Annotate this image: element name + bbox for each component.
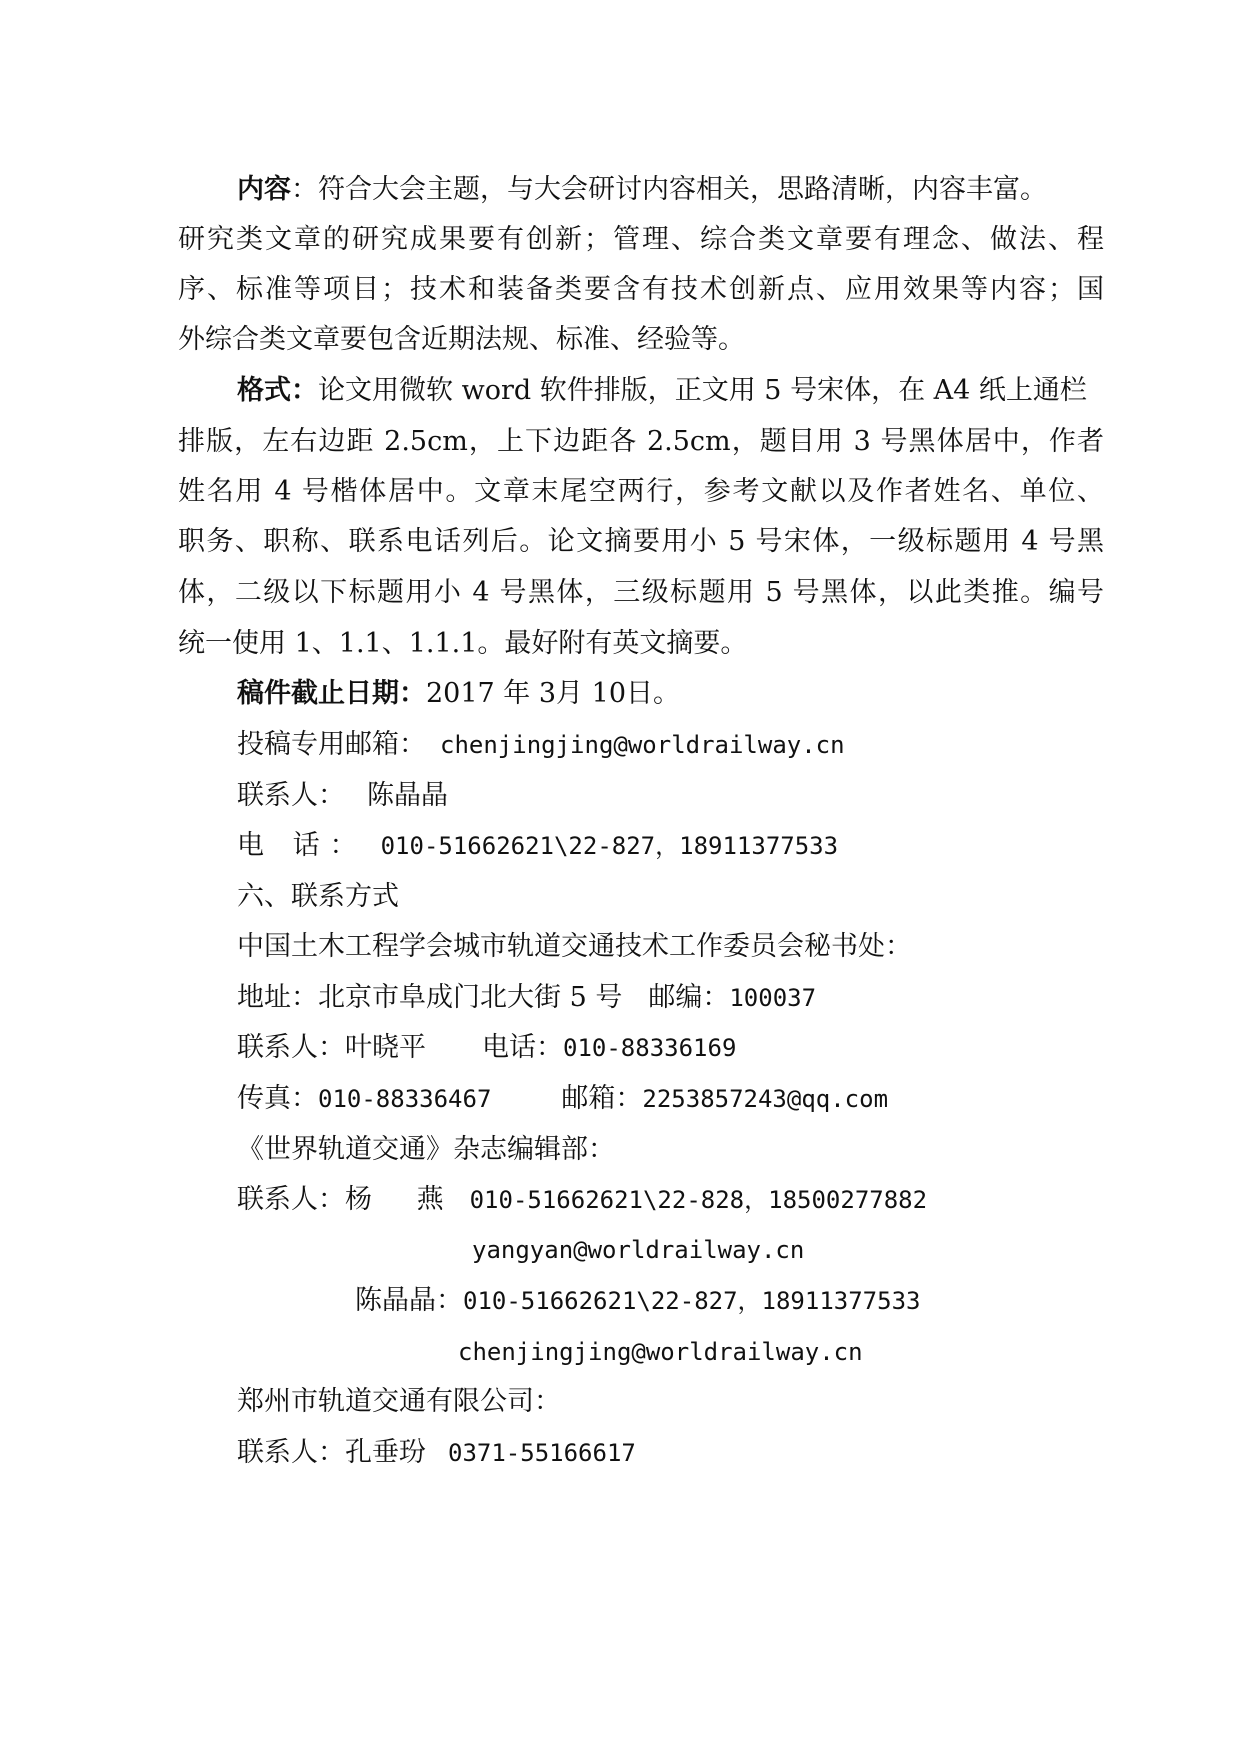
content-line-4: 外综合类文章要包含近期法规、标准、经验等。	[178, 324, 745, 355]
org2-person2-email: chenjingjing@worldrailway.cn	[458, 1338, 863, 1366]
content-line-2: 研究类文章的研究成果要有创新；管理、综合类文章要有理念、做法、程	[178, 224, 1104, 255]
contact-person-line	[237, 778, 1163, 814]
content-line-1	[237, 172, 1163, 208]
format-line-1	[237, 373, 1104, 409]
org2-person1-phone: 010-51662621\22-828，18500277882	[469, 1186, 928, 1214]
org2-person2: 陈晶晶：	[355, 1285, 463, 1316]
submission-line	[237, 727, 1163, 763]
deadline-value: 2017 年 3月 10日。	[426, 678, 680, 709]
org1-address-label: 地址：	[237, 982, 318, 1013]
submission-label: 投稿专用邮箱：	[237, 729, 426, 760]
format-line-6: 统一使用 1、1.1、1.1.1。最好附有英文摘要。	[178, 628, 748, 659]
section-six-title: 六、联系方式	[237, 881, 399, 912]
submission-email: chenjingjing@worldrailway.cn	[440, 731, 845, 759]
org1-fax-label: 传真：	[237, 1083, 318, 1114]
deadline-label: 稿件截止日期：	[237, 678, 426, 709]
org2-person2-line	[355, 1283, 1241, 1319]
format-label: 格式：	[237, 375, 318, 406]
org2-person1-line	[237, 1182, 1163, 1218]
contact-person-label: 联系人：	[237, 780, 345, 811]
org1-email-label: 邮箱：	[561, 1083, 643, 1114]
org2-person1-email: yangyan@worldrailway.cn	[472, 1236, 805, 1264]
org1-fax-line	[237, 1081, 1163, 1117]
content-line-3: 序、标准等项目；技术和装备类要含有技术创新点、应用效果等内容；国	[178, 274, 1104, 305]
contact-person-name: 陈晶晶	[367, 780, 448, 811]
deadline-line	[237, 676, 1163, 712]
org2-person1-email-line	[472, 1232, 1241, 1268]
org1-phone-label: 电话：	[482, 1032, 563, 1063]
format-line-2: 排版，左右边距 2.5cm，上下边距各 2.5cm，题目用 3 号黑体居中，作者	[178, 426, 1104, 457]
org2-contact-label: 联系人：	[237, 1184, 345, 1215]
phone-label: 电 话：	[237, 830, 367, 861]
org1-phone: 010-88336169	[563, 1034, 737, 1062]
org2-person1: 杨 燕	[345, 1184, 462, 1215]
org3-contact: 孔垂玢	[345, 1437, 426, 1468]
format-line-3: 姓名用 4 号楷体居中。文章末尾空两行，参考文献以及作者姓名、单位、	[178, 476, 1104, 507]
content-text-1: ：符合大会主题，与大会研讨内容相关，思路清晰，内容丰富。	[291, 174, 1047, 205]
format-line-5: 体，二级以下标题用小 4 号黑体，三级标题用 5 号黑体，以此类推。编号	[178, 577, 1104, 608]
org1-fax: 010-88336467	[318, 1085, 492, 1113]
org1-contact-line	[237, 1030, 1163, 1066]
org1-address-line	[237, 980, 1163, 1016]
org1-contact: 叶晓平	[345, 1032, 426, 1063]
org1-email: 2253857243@qq.com	[642, 1085, 889, 1113]
org3-contact-label: 联系人：	[237, 1437, 345, 1468]
org2-name: 《世界轨道交通》杂志编辑部：	[237, 1134, 615, 1165]
org3-name: 郑州市轨道交通有限公司：	[237, 1386, 561, 1417]
org3-phone: 0371-55166617	[448, 1439, 636, 1467]
org2-person2-phone: 010-51662621\22-827，18911377533	[463, 1287, 921, 1315]
org2-person2-email-line	[458, 1334, 1241, 1370]
org1-name: 中国土木工程学会城市轨道交通技术工作委员会秘书处：	[237, 931, 912, 962]
format-line-4: 职务、职称、联系电话列后。论文摘要用小 5 号宋体，一级标题用 4 号黑	[178, 526, 1104, 557]
content-label: 内容	[237, 174, 291, 205]
org1-zip-label: 邮编：	[648, 982, 730, 1013]
org1-zip: 100037	[729, 984, 817, 1012]
format-text-1: 论文用微软 word 软件排版，正文用 5 号宋体，在 A4 纸上通栏	[318, 375, 1087, 406]
phone-line	[237, 828, 1163, 864]
org1-address: 北京市阜成门北大街 5 号	[318, 982, 623, 1013]
org1-contact-label: 联系人：	[237, 1032, 345, 1063]
phone-value: 010-51662621\22-827，18911377533	[380, 832, 839, 860]
org3-contact-line	[237, 1435, 1163, 1471]
